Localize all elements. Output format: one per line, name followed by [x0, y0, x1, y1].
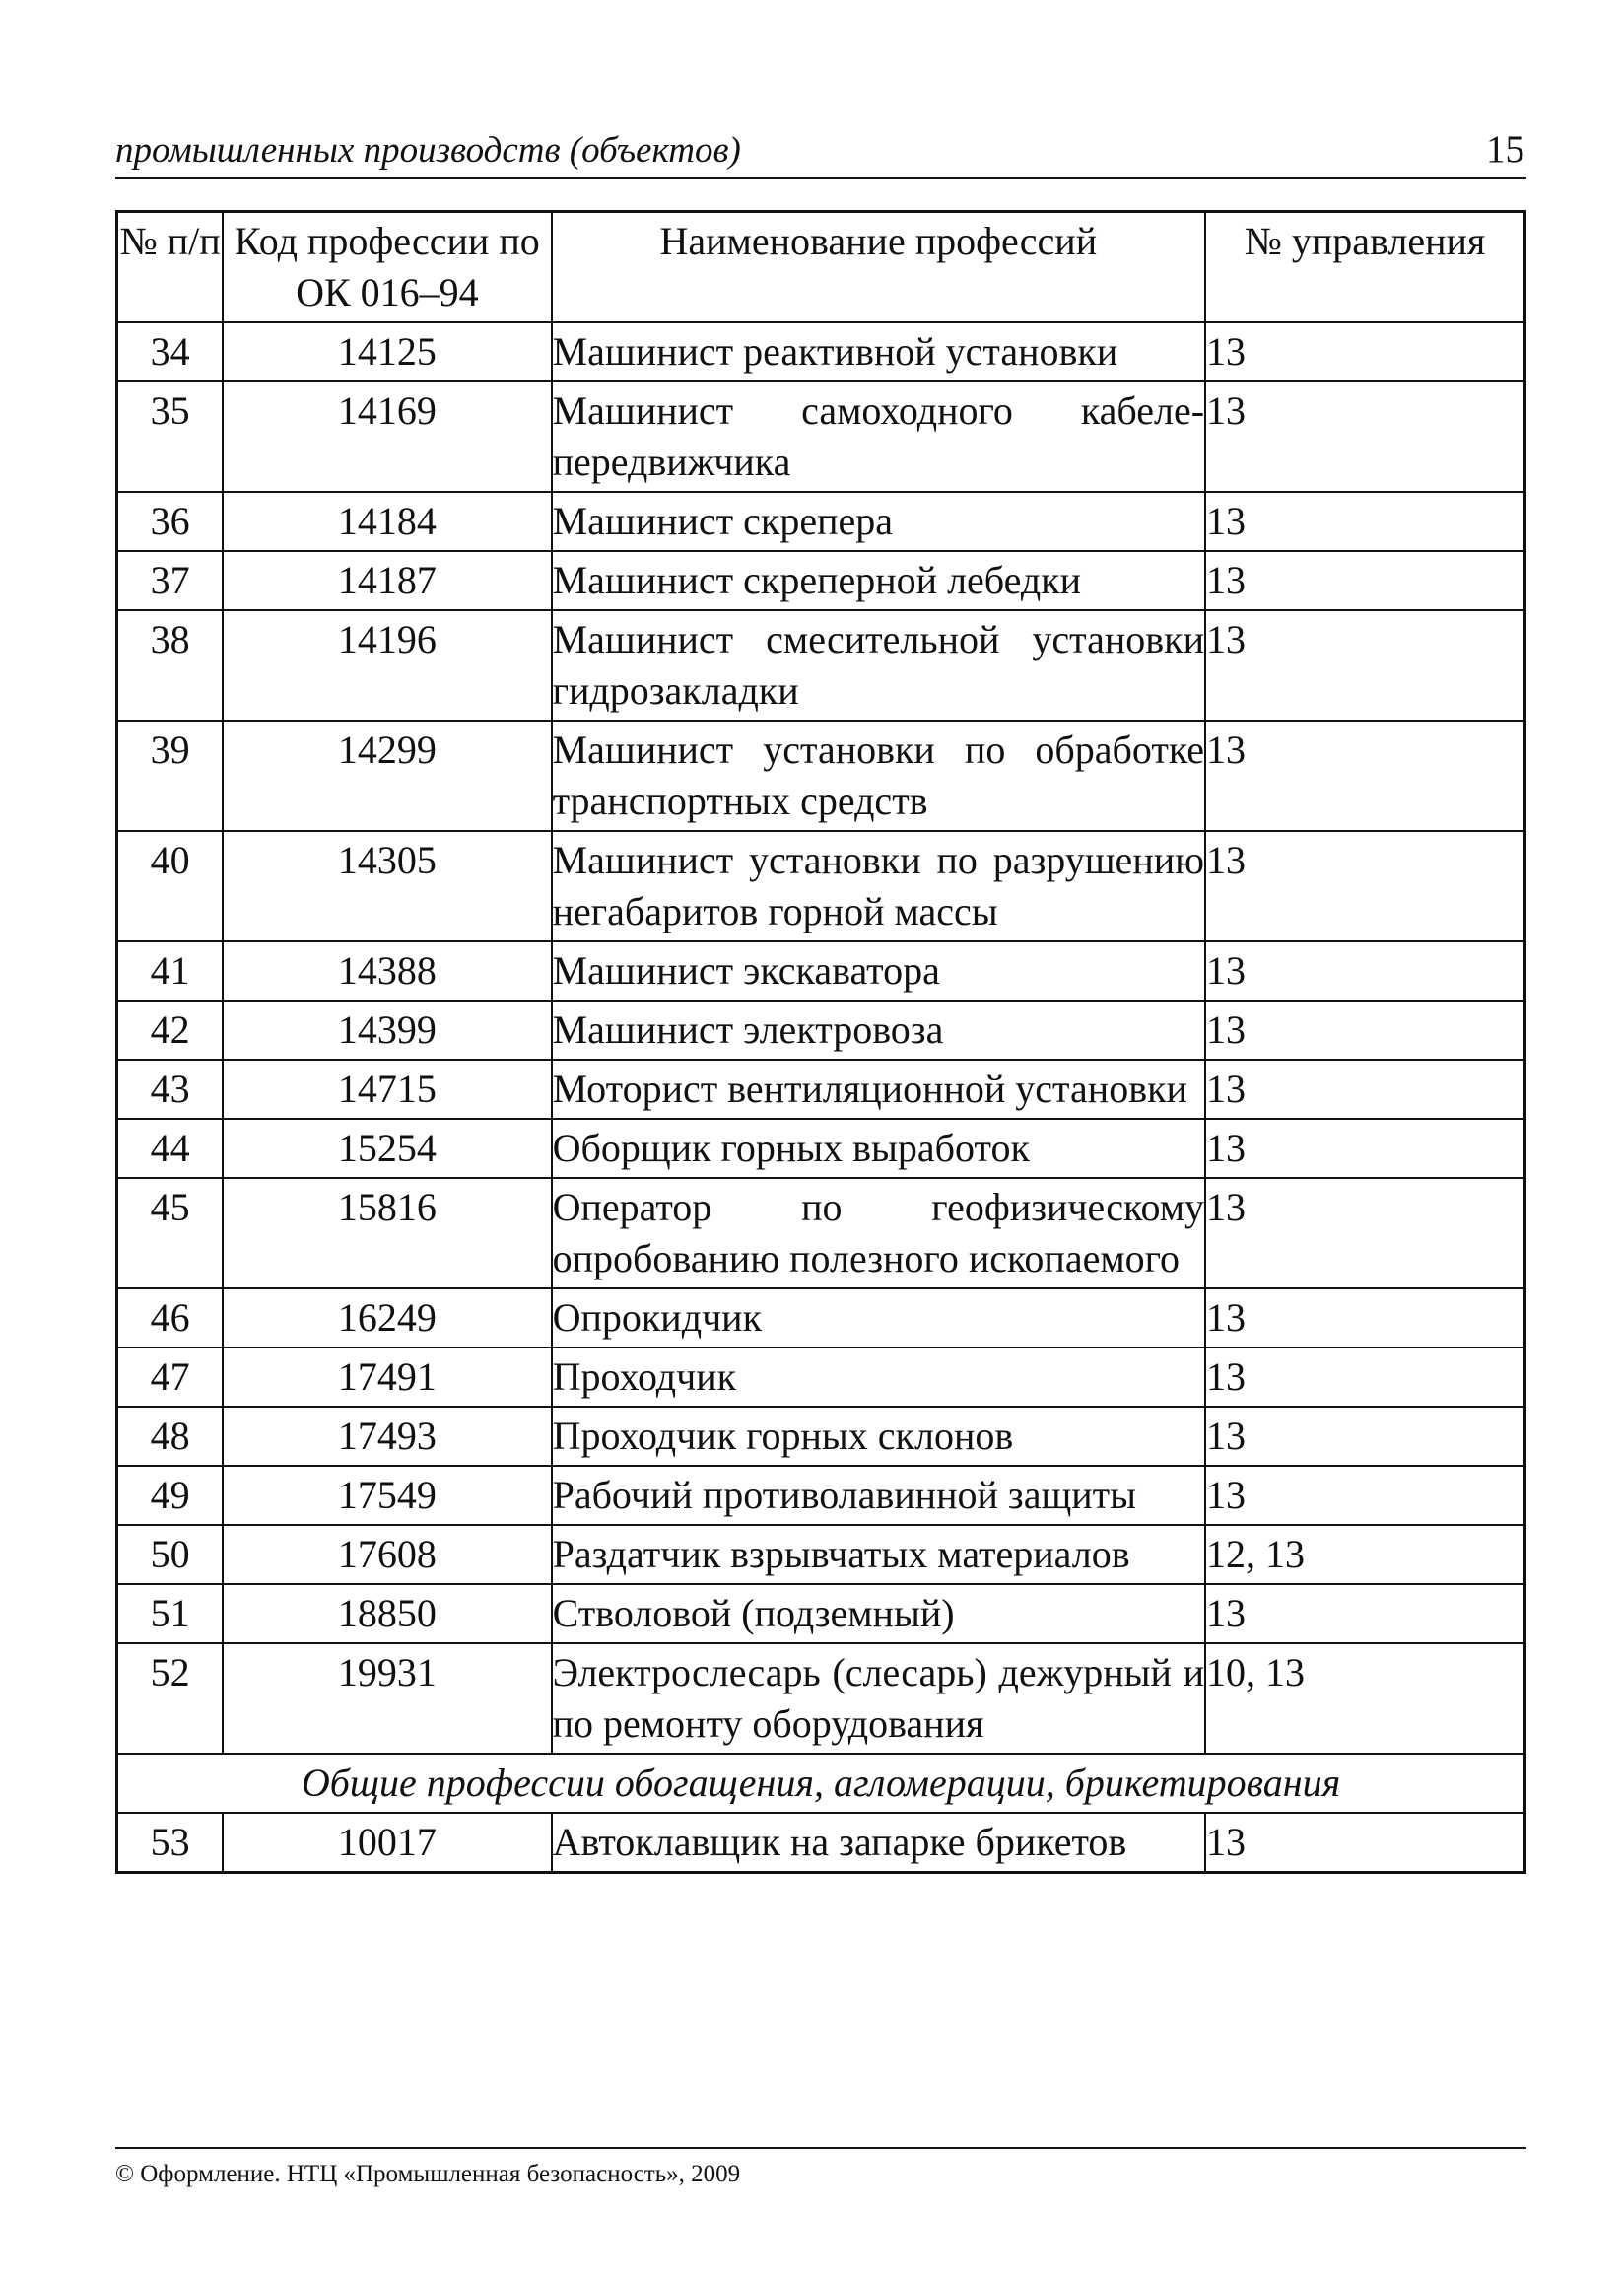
cell-name: Машинист установки по разрушению негабаритов горной массы	[552, 831, 1205, 941]
cell-name: Оборщик горных выработок	[552, 1119, 1205, 1178]
cell-num: 44	[117, 1119, 224, 1178]
table-row	[117, 1466, 1525, 1525]
cell-code: 17493	[223, 1407, 551, 1466]
cell-code: 14196	[223, 610, 551, 721]
table-body	[117, 322, 1525, 1873]
cell-code: 17549	[223, 1466, 551, 1525]
cell-code: 17491	[223, 1348, 551, 1407]
cell-code: 15816	[223, 1178, 551, 1288]
footer-divider	[115, 2147, 1526, 2149]
cell-num: 39	[117, 721, 224, 831]
cell-code: 14187	[223, 551, 551, 610]
cell-name: Машинист реактивной установки	[552, 322, 1205, 381]
cell-name: Опрокидчик	[552, 1288, 1205, 1348]
cell-code: 14305	[223, 831, 551, 941]
cell-num: 50	[117, 1525, 224, 1584]
table-row	[117, 831, 1525, 941]
cell-num: 53	[117, 1813, 224, 1873]
table-row	[117, 551, 1525, 610]
cell-num: 40	[117, 831, 224, 941]
cell-dept: 13	[1205, 1348, 1524, 1407]
professions-table	[115, 210, 1526, 1874]
cell-name: Оператор по геофизическому опробованию полезного ископаемого	[552, 1178, 1205, 1288]
cell-num: 42	[117, 1001, 224, 1060]
cell-name: Машинист установки по обработке транспортных средств	[552, 721, 1205, 831]
page-number: 15	[1486, 128, 1524, 171]
table-row	[117, 1288, 1525, 1348]
header-title: промышленных производств (объектов)	[115, 130, 741, 171]
table-row	[117, 1407, 1525, 1466]
table-row	[117, 1060, 1525, 1119]
cell-name: Машинист экскаватора	[552, 941, 1205, 1001]
section-heading: Общие профессии обогащения, агломерации, брикетирования	[117, 1754, 1525, 1813]
cell-code: 14399	[223, 1001, 551, 1060]
table-row	[117, 492, 1525, 551]
cell-name: Моторист вентиляционной установки	[552, 1060, 1205, 1119]
table-row	[117, 941, 1525, 1001]
cell-code: 15254	[223, 1119, 551, 1178]
cell-dept: 12, 13	[1205, 1525, 1524, 1584]
table-row	[117, 381, 1525, 492]
cell-name: Проходчик	[552, 1348, 1205, 1407]
cell-code: 14125	[223, 322, 551, 381]
cell-dept: 13	[1205, 610, 1524, 721]
cell-dept: 13	[1205, 1407, 1524, 1466]
cell-name: Электрослесарь (слесарь) дежурный и по ремонту оборудования	[552, 1643, 1205, 1754]
cell-code: 14388	[223, 941, 551, 1001]
col-header-code: Код профессии по ОК 016–94	[223, 212, 551, 323]
cell-name: Рабочий противолавинной защиты	[552, 1466, 1205, 1525]
cell-name: Машинист самоходного кабеле-передвижчика	[552, 381, 1205, 492]
cell-dept: 13	[1205, 381, 1524, 492]
cell-code: 14184	[223, 492, 551, 551]
cell-name: Раздатчик взрывчатых материалов	[552, 1525, 1205, 1584]
table-row	[117, 1178, 1525, 1288]
cell-name: Автоклавщик на запарке брикетов	[552, 1813, 1205, 1873]
cell-code: 14299	[223, 721, 551, 831]
cell-name: Машинист электровоза	[552, 1001, 1205, 1060]
cell-num: 47	[117, 1348, 224, 1407]
table-header-row	[117, 212, 1525, 323]
table-row	[117, 1813, 1525, 1873]
table-row	[117, 1348, 1525, 1407]
table-row	[117, 1119, 1525, 1178]
cell-dept: 10, 13	[1205, 1643, 1524, 1754]
cell-num: 37	[117, 551, 224, 610]
cell-code: 10017	[223, 1813, 551, 1873]
cell-num: 35	[117, 381, 224, 492]
cell-name: Проходчик горных склонов	[552, 1407, 1205, 1466]
cell-name: Стволовой (подземный)	[552, 1584, 1205, 1643]
cell-code: 18850	[223, 1584, 551, 1643]
cell-name: Машинист смесительной установки гидрозакладки	[552, 610, 1205, 721]
cell-code: 17608	[223, 1525, 551, 1584]
cell-dept: 13	[1205, 322, 1524, 381]
cell-num: 45	[117, 1178, 224, 1288]
cell-num: 51	[117, 1584, 224, 1643]
cell-dept: 13	[1205, 1178, 1524, 1288]
col-header-name: Наименование профессий	[552, 212, 1205, 323]
table-row	[117, 1643, 1525, 1754]
cell-dept: 13	[1205, 1001, 1524, 1060]
section-heading-row	[117, 1754, 1525, 1813]
table-row	[117, 1584, 1525, 1643]
table-row	[117, 610, 1525, 721]
cell-dept: 13	[1205, 1119, 1524, 1178]
table-row	[117, 1001, 1525, 1060]
cell-dept: 13	[1205, 551, 1524, 610]
cell-dept: 13	[1205, 1584, 1524, 1643]
table-row	[117, 322, 1525, 381]
cell-num: 34	[117, 322, 224, 381]
cell-code: 14169	[223, 381, 551, 492]
cell-num: 52	[117, 1643, 224, 1754]
cell-num: 49	[117, 1466, 224, 1525]
cell-num: 43	[117, 1060, 224, 1119]
cell-num: 36	[117, 492, 224, 551]
cell-dept: 13	[1205, 1060, 1524, 1119]
cell-num: 38	[117, 610, 224, 721]
cell-code: 14715	[223, 1060, 551, 1119]
cell-code: 19931	[223, 1643, 551, 1754]
col-header-dept: № управления	[1205, 212, 1524, 323]
cell-name: Машинист скреперной лебедки	[552, 551, 1205, 610]
cell-dept: 13	[1205, 721, 1524, 831]
cell-dept: 13	[1205, 831, 1524, 941]
page-header	[115, 126, 1526, 179]
cell-num: 41	[117, 941, 224, 1001]
col-header-num: № п/п	[117, 212, 224, 323]
cell-num: 48	[117, 1407, 224, 1466]
cell-dept: 13	[1205, 1466, 1524, 1525]
cell-dept: 13	[1205, 492, 1524, 551]
table-row	[117, 721, 1525, 831]
footer-copyright: © Оформление. НТЦ «Промышленная безопасность», 2009	[115, 2161, 741, 2187]
cell-code: 16249	[223, 1288, 551, 1348]
cell-dept: 13	[1205, 1813, 1524, 1873]
cell-dept: 13	[1205, 1288, 1524, 1348]
table-row	[117, 1525, 1525, 1584]
cell-name: Машинист скрепера	[552, 492, 1205, 551]
cell-dept: 13	[1205, 941, 1524, 1001]
cell-num: 46	[117, 1288, 224, 1348]
